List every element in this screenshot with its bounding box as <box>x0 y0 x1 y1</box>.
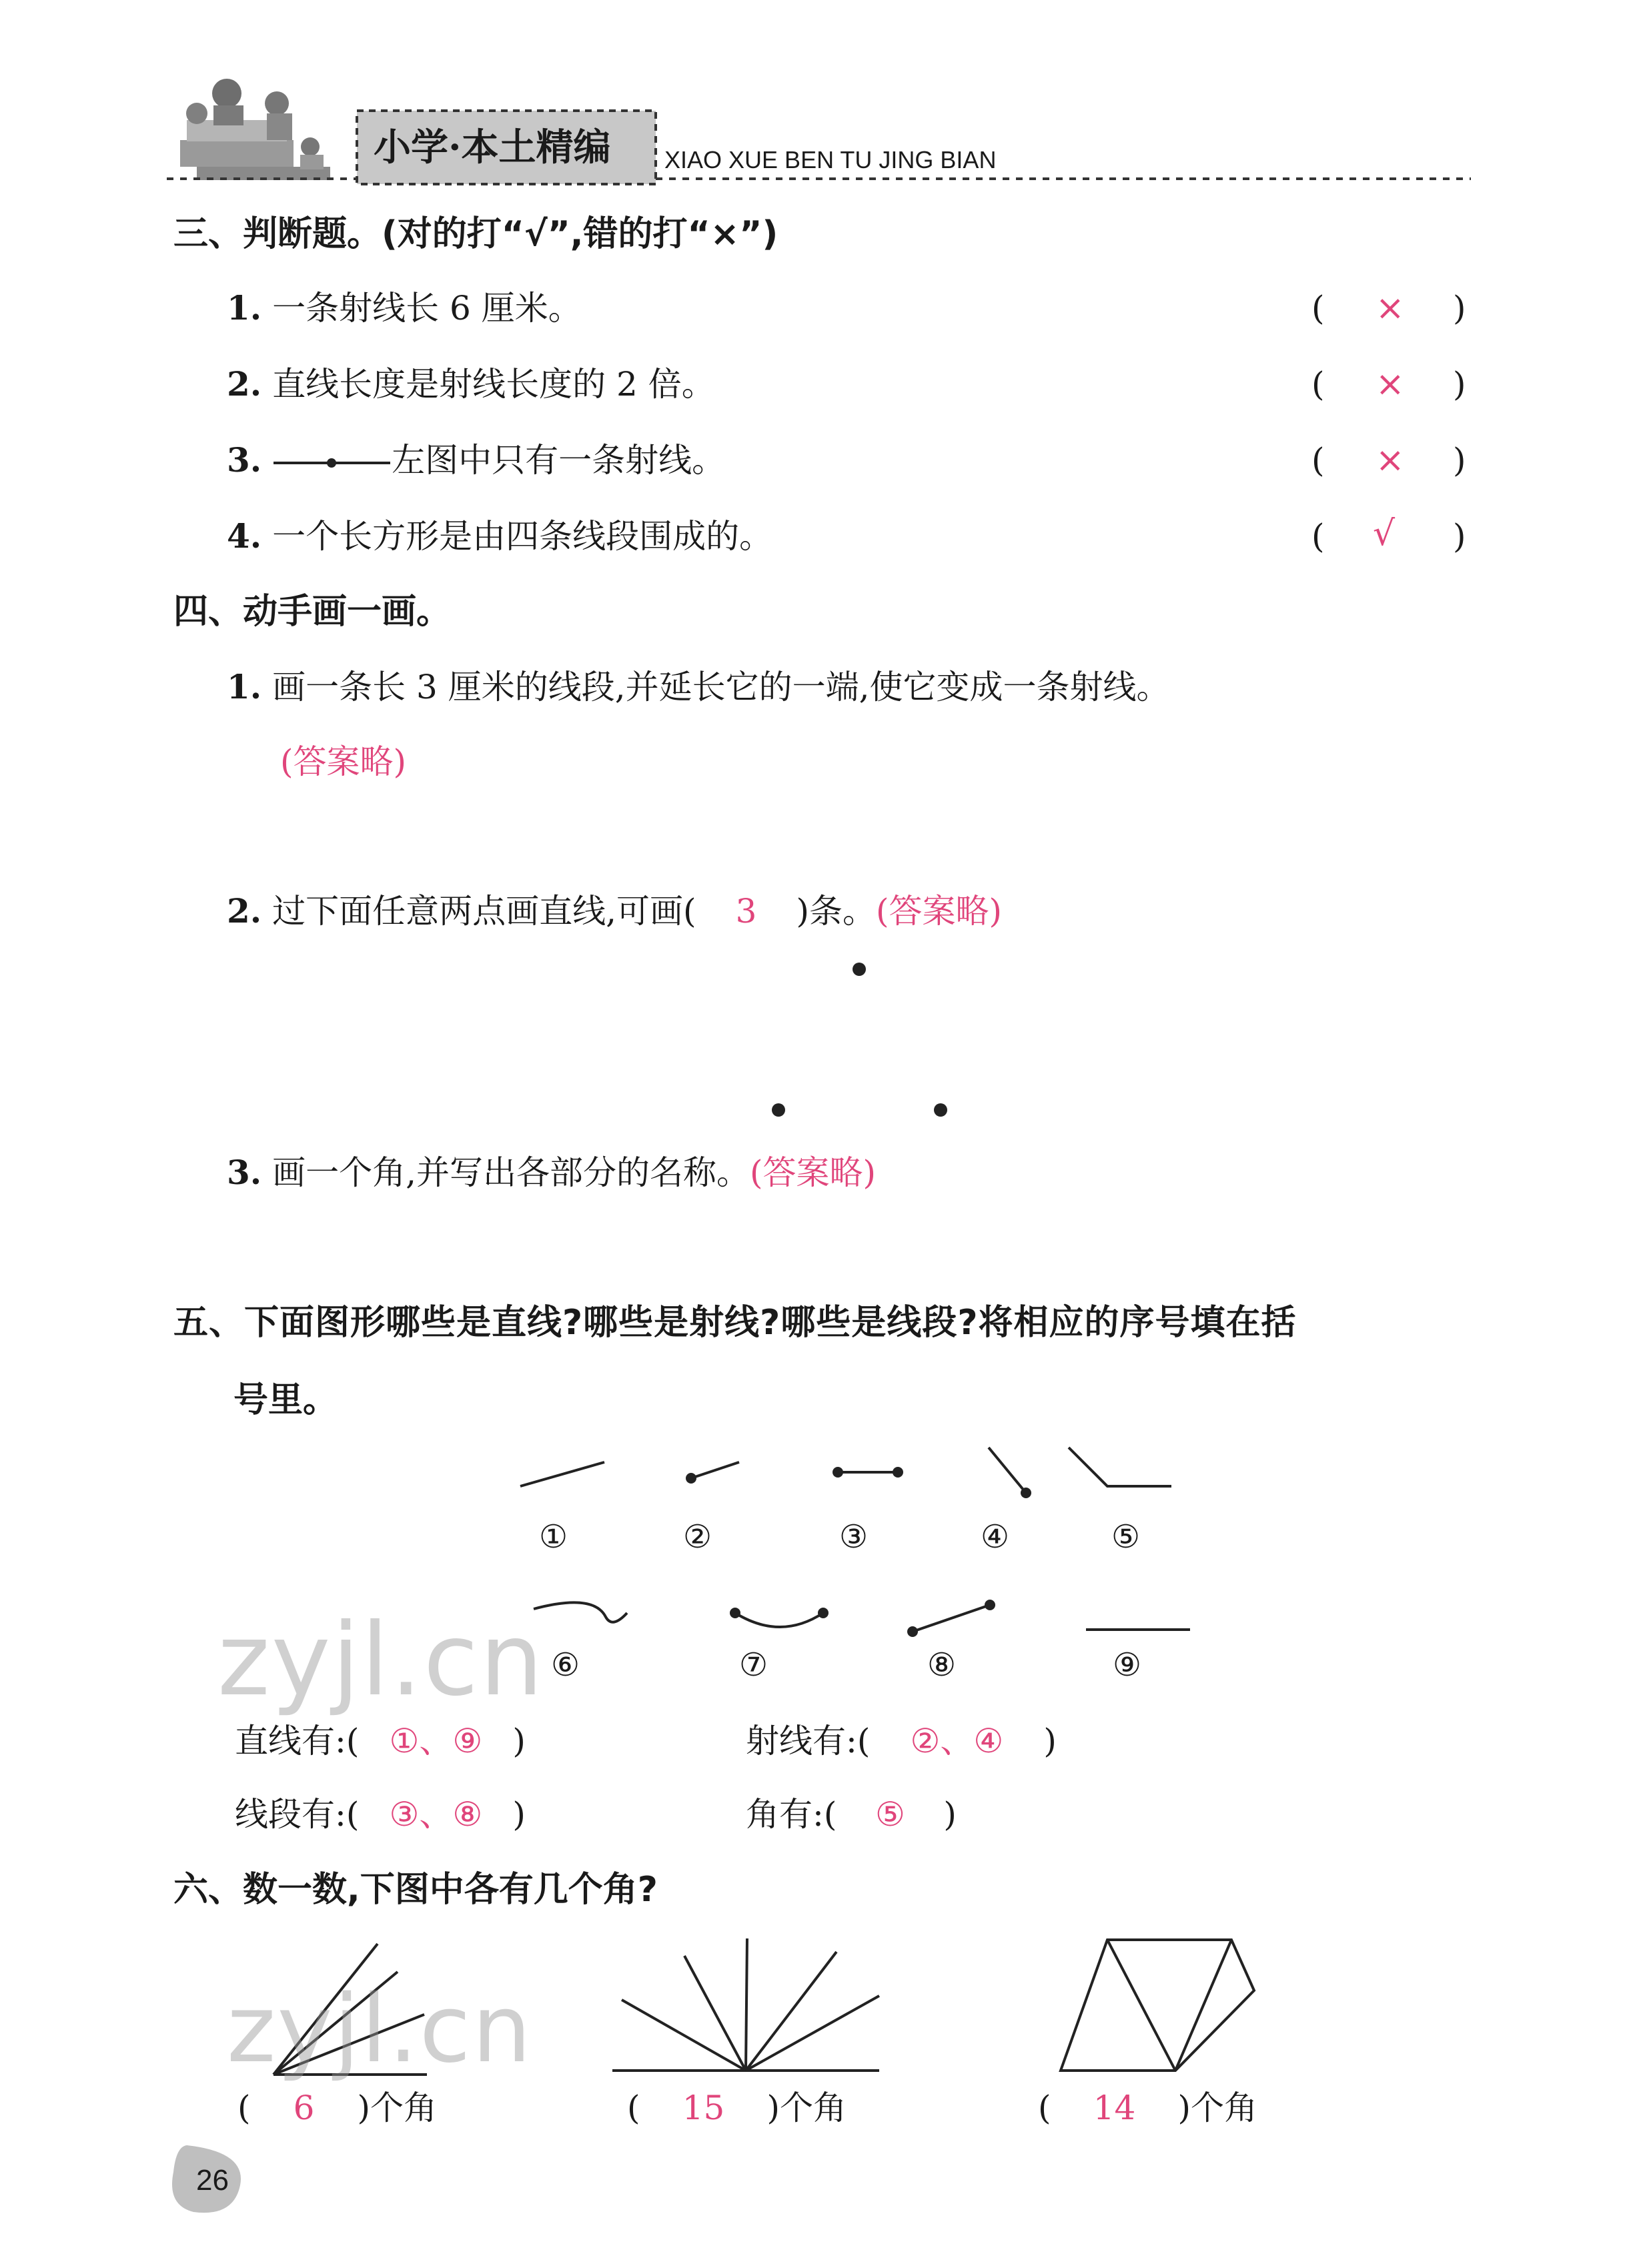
angle-count-c-close: )个角 <box>1177 2089 1258 2127</box>
angle-count-c <box>1038 2087 1257 2129</box>
draw-item-2-answer: 3 <box>735 892 757 931</box>
answer-angles-close: ) <box>943 1795 957 1834</box>
answer-segments-close: ) <box>512 1795 526 1834</box>
section-4-title: 四、动手画一画。 <box>173 592 452 632</box>
figure-label-4: ④ <box>981 1518 1010 1556</box>
judge-3-answer: × <box>1376 440 1405 480</box>
draw-item-2-num: 2. <box>227 891 262 931</box>
draw-item-2-note: (答案略) <box>876 892 1003 931</box>
judge-item-1-text: 一条射线长 6 厘米。 <box>272 289 582 328</box>
draw-item-1-text: 画一条长 3 厘米的线段,并延长它的一端,使它变成一条射线。 <box>272 668 1170 706</box>
figure-label-6: ⑥ <box>551 1646 580 1684</box>
angle-figure-c <box>1061 1940 1254 2071</box>
angle-count-b-value: 15 <box>682 2089 725 2127</box>
judge-3-open-paren: ( <box>1311 441 1325 480</box>
answer-segments-value: ③、⑧ <box>389 1795 483 1834</box>
draw-item-3-text: 画一个角,并写出各部分的名称。 <box>272 1153 750 1192</box>
answer-lines-value: ①、⑨ <box>389 1722 483 1760</box>
angle-count-b <box>627 2087 847 2129</box>
section-3-title: 三、判断题。(对的打“√”,错的打“×”) <box>173 214 778 254</box>
figure-label-8: ⑧ <box>927 1646 957 1684</box>
angle-count-b-close: )个角 <box>766 2089 847 2127</box>
figure-label-5: ⑤ <box>1111 1518 1141 1556</box>
answer-angles-label: 角有:( <box>746 1795 837 1834</box>
judge-4-close-paren: ) <box>1453 517 1466 556</box>
header-title: 小学·本土精编 <box>374 125 611 169</box>
judge-4-open-paren: ( <box>1311 517 1325 556</box>
judge-1-open-paren: ( <box>1311 289 1325 328</box>
judge-3-close-paren: ) <box>1453 441 1466 480</box>
judge-item-4-text: 一个长方形是由四条线段围成的。 <box>272 517 773 556</box>
section-5-title-line2: 号里。 <box>233 1380 338 1420</box>
figure-label-7: ⑦ <box>739 1646 768 1684</box>
angle-figure-b <box>612 1938 879 2071</box>
answer-rays-close: ) <box>1043 1722 1057 1760</box>
answer-segments-label: 线段有:( <box>235 1795 360 1834</box>
angle-count-a-open: ( <box>237 2089 251 2127</box>
answer-angles-value: ⑤ <box>875 1795 905 1834</box>
section-5-title-line1: 五、下面图形哪些是直线?哪些是射线?哪些是线段?将相应的序号填在括 <box>173 1303 1297 1343</box>
judge-2-open-paren: ( <box>1311 365 1325 404</box>
section-6-title: 六、数一数,下图中各有几个角? <box>173 1870 658 1910</box>
draw-item-1-note: (答案略) <box>280 742 407 781</box>
judge-1-answer: × <box>1376 288 1405 328</box>
angle-count-a-value: 6 <box>293 2089 315 2127</box>
draw-item-3-note: (答案略) <box>750 1153 877 1192</box>
figure-label-1: ① <box>539 1518 568 1556</box>
judge-4-answer: √ <box>1373 514 1396 554</box>
judge-2-answer: × <box>1376 364 1405 404</box>
judge-item-2-text: 直线长度是射线长度的 2 倍。 <box>272 365 715 404</box>
answer-lines-close: ) <box>512 1722 526 1760</box>
judge-item-4-num: 4. <box>227 516 262 556</box>
watermark-text: zyjl.cn <box>217 1602 545 1718</box>
draw-item-3-num: 3. <box>227 1153 262 1192</box>
page-number: 26 <box>196 2164 229 2197</box>
judge-item-1-num: 1. <box>227 288 262 328</box>
answer-rays-value: ②、④ <box>910 1722 1004 1760</box>
figure-label-2: ② <box>683 1518 712 1556</box>
angle-count-a-close: )个角 <box>357 2089 438 2127</box>
draw-item-2-text-after: )条。 <box>796 892 877 931</box>
draw-item-2-text-before: 过下面任意两点画直线,可画( <box>272 892 696 931</box>
angle-count-c-open: ( <box>1038 2089 1051 2127</box>
angle-count-b-open: ( <box>627 2089 640 2127</box>
judge-1-close-paren: ) <box>1453 289 1466 328</box>
judge-item-3-text: 左图中只有一条射线。 <box>392 441 726 480</box>
header-pinyin: XIAO XUE BEN TU JING BIAN <box>664 146 997 173</box>
figure-label-3: ③ <box>839 1518 869 1556</box>
draw-item-1-num: 1. <box>227 667 262 706</box>
answer-lines-label: 直线有:( <box>235 1722 360 1760</box>
judge-2-close-paren: ) <box>1453 365 1466 404</box>
watermark-text-2: zyjl.cn <box>227 1975 533 2084</box>
angle-count-c-value: 14 <box>1093 2089 1136 2127</box>
judge-item-2-num: 2. <box>227 364 262 404</box>
figure-label-9: ⑨ <box>1113 1646 1142 1684</box>
answer-rays-label: 射线有:( <box>746 1722 871 1760</box>
angle-count-a <box>237 2087 437 2129</box>
judge-item-3-num: 3. <box>227 440 262 480</box>
